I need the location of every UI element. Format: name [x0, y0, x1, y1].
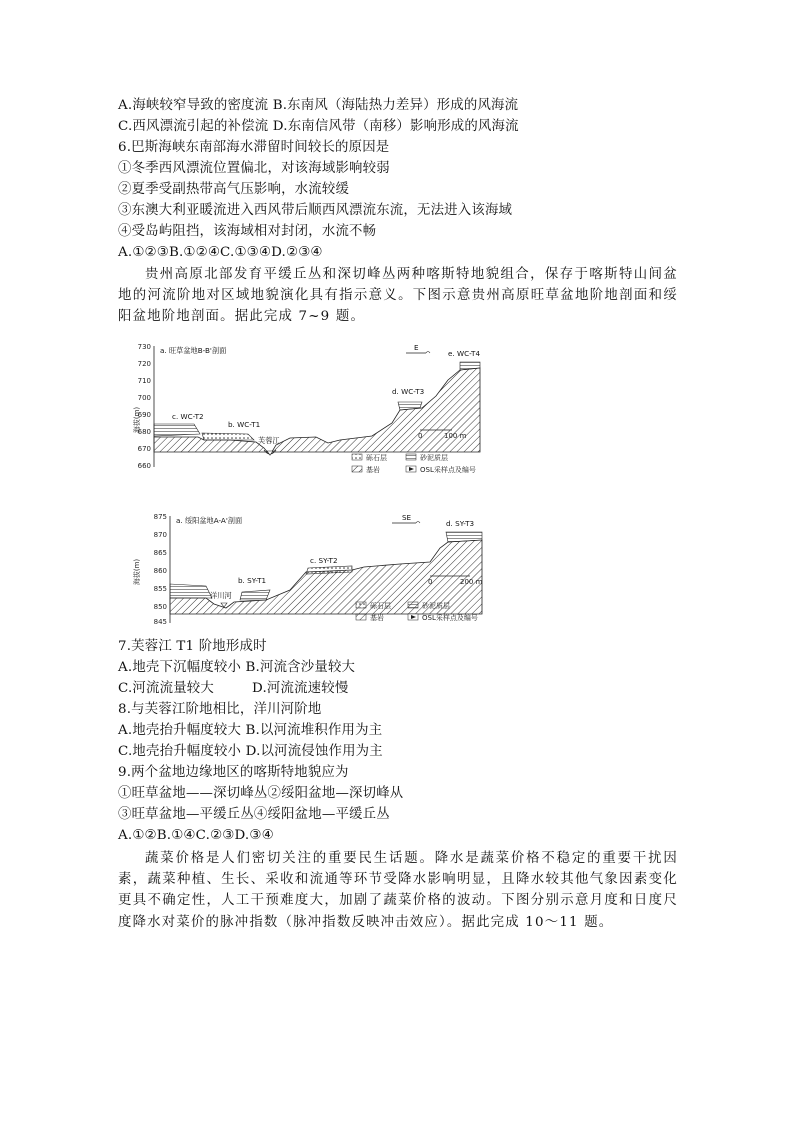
ytick-720: 720 — [137, 360, 151, 368]
figure-b-terrace-t2: c. SY-T2 — [310, 556, 338, 565]
ytick-875: 875 — [153, 513, 167, 521]
q9-stem: 9.两个盆地边缘地区的喀斯特地貌应为 — [118, 765, 349, 780]
figure-b-suiyang-profile — [130, 510, 510, 630]
q5-options-line-1: A.海峡较窄导致的密度流 B.东南风（海陆热力差异）形成的风海流 — [118, 98, 519, 113]
figure-a-river-label: 芙蓉江 — [258, 436, 280, 445]
legend-sand: 砂泥质层 — [422, 602, 450, 610]
figure-a-ylabel: 海拔(m) — [133, 406, 141, 434]
figure-a-terrace-t2: c. WC-T2 — [172, 412, 204, 421]
figure-a-legend — [352, 453, 476, 474]
legend-bedrock: 基岩 — [370, 614, 384, 622]
ytick-680: 680 — [137, 428, 151, 436]
q6-item-4: ④受岛屿阻挡，该海域相对封闭，水流不畅 — [118, 224, 377, 239]
figure-b-sediment-t3 — [446, 532, 482, 542]
figure-a-yticks — [138, 343, 151, 470]
q6-item-1: ①冬季西风漂流位置偏北，对该海域影响较弱 — [118, 161, 390, 176]
figure-a-sediment-t1 — [202, 433, 254, 440]
figure-a-wangcao-profile — [130, 340, 510, 480]
q7-option-d: D.河流流速较慢 — [252, 681, 349, 696]
figure-a-direction-arrow-head — [426, 352, 430, 354]
ytick-860: 860 — [153, 567, 167, 575]
ytick-700: 700 — [137, 394, 151, 402]
figure-b-direction-arrow-head — [416, 522, 420, 524]
figure-a-terrace-t4: e. WC-T4 — [448, 349, 481, 358]
ytick-690: 690 — [137, 411, 151, 419]
legend-osl: OSL采样点及编号 — [420, 466, 476, 474]
legend-gravel: 砾石层 — [366, 454, 387, 462]
figure-b-ylabel: 海拔(m) — [133, 558, 141, 586]
intro-10-11: 蔬菜价格是人们密切关注的重要民生话题。降水是蔬菜价格不稳定的重要干扰因素，蔬菜种植、生长、采收和流通等环节受降水影响明显，且降水较其他气象因素变化更具不确定性，人工干预难度大，加剧了蔬菜价格的波动。下图分别示意月度和日度尺度降水对菜价的脉冲指数（脉冲指数反映冲击效应）。据此完成 10～11 题。 — [118, 851, 678, 930]
ytick-670: 670 — [137, 445, 151, 453]
figure-a-terrace-t3: d. WC-T3 — [392, 387, 425, 396]
intro-7-9: 贵州高原北部发育平缓丘丛和深切峰丛两种喀斯特地貌组合，保存于喀斯特山间盆地的河流阶地对区域地貌演化具有指示意义。下图示意贵州高原旺草盆地阶地剖面和绥阳盆地阶地剖面。据此完成 7~9 题。 — [118, 267, 678, 325]
ytick-855: 855 — [153, 585, 167, 593]
q6-options: A.①②③B.①②④C.①③④D.②③④ — [118, 245, 323, 260]
q7-option-c: C.河流流量较大 — [118, 681, 214, 696]
legend-bedrock: 基岩 — [366, 466, 380, 474]
q6-item-3: ③东澳大利亚暖流进入西风带后顺西风漂流东流，无法进入该海域 — [118, 203, 513, 218]
q5-options-line-2: C.西风漂流引起的补偿流 D.东南信风带（南移）影响形成的风海流 — [118, 119, 519, 134]
ytick-845: 845 — [153, 618, 167, 626]
figure-b-direction: SE — [402, 513, 412, 522]
q6-item-2: ②夏季受副热带高气压影响，水流较缓 — [118, 182, 350, 197]
q8-options-line-2: C.地壳抬升幅度较小 D.以河流侵蚀作用为主 — [118, 744, 383, 759]
q7-options-line-1: A.地壳下沉幅度较小 B.河流含沙量较大 — [118, 660, 356, 675]
figure-a-direction: E — [414, 343, 419, 352]
q9-item-line-1: ①旺草盆地——深切峰丛②绥阳盆地—深切峰从 — [118, 786, 404, 801]
figure-b-sediment-left — [170, 584, 212, 598]
ytick-865: 865 — [153, 549, 167, 557]
ytick-870: 870 — [153, 531, 167, 539]
figure-b-sediment-t1 — [240, 590, 270, 600]
legend-osl: OSL采样点及编号 — [422, 614, 478, 622]
figure-a-scale-end: 100 m — [444, 432, 467, 440]
figure-b-scale-end: 200 m — [460, 578, 483, 586]
figure-b-title: a. 绥阳盆地A-A'剖面 — [176, 516, 243, 525]
figure-b-river-label: 洋川河 — [210, 591, 232, 600]
legend-sand: 砂泥质层 — [420, 454, 448, 462]
figure-b-terrace-t1: b. SY-T1 — [238, 576, 267, 585]
figure-a-sediment-t2 — [154, 424, 200, 436]
ytick-730: 730 — [137, 343, 151, 351]
ytick-710: 710 — [137, 377, 151, 385]
q6-stem: 6.巴斯海峡东南部海水滞留时间较长的原因是 — [118, 140, 390, 155]
figure-a-scale-start: 0 — [418, 432, 423, 440]
figure-a-terrace-t1: b. WC-T1 — [228, 420, 261, 429]
legend-gravel: 砾石层 — [370, 602, 391, 610]
figure-b-scale-start: 0 — [428, 578, 433, 586]
q7-stem: 7.芙蓉江 T1 阶地形成时 — [118, 639, 267, 654]
q8-stem: 8.与芙蓉江阶地相比，洋川河阶地 — [118, 702, 322, 717]
q9-options: A.①②B.①④C.②③D.③④ — [118, 828, 274, 843]
figure-b-yticks — [154, 513, 167, 626]
figure-a-title: a. 旺草盆地B-B'剖面 — [160, 346, 227, 355]
ytick-850: 850 — [153, 603, 167, 611]
figure-b-terrace-t3: d. SY-T3 — [446, 519, 475, 528]
q9-item-line-2: ③旺草盆地—平缓丘丛④绥阳盆地—平缓丘丛 — [118, 807, 390, 822]
ytick-660: 660 — [137, 462, 151, 470]
q8-options-line-1: A.地壳抬升幅度较大 B.以河流堆积作用为主 — [118, 723, 383, 738]
